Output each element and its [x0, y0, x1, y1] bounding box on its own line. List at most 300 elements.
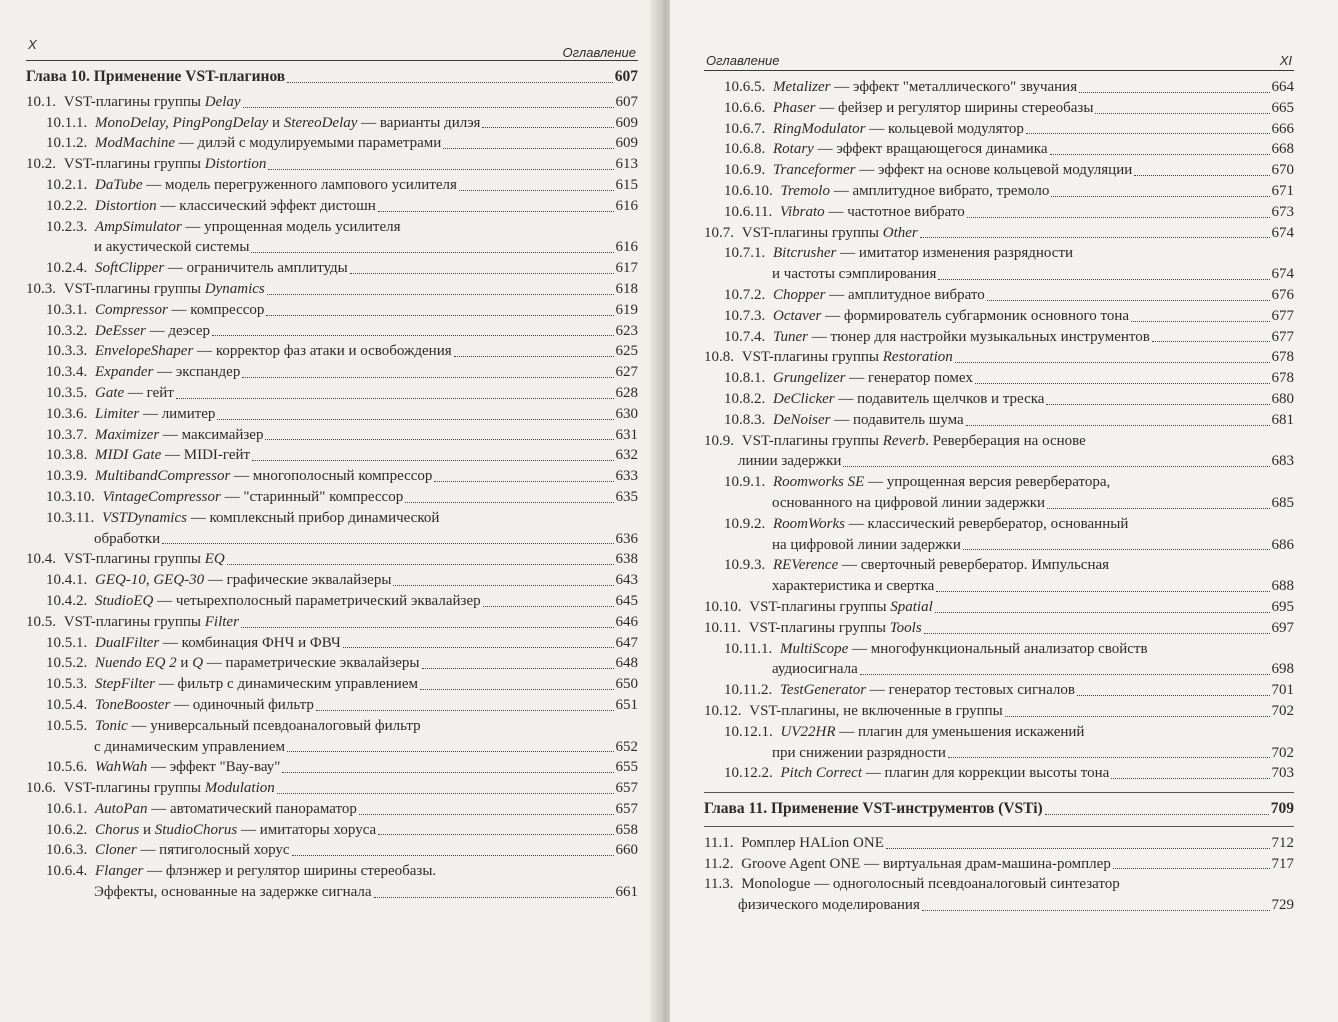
toc-entry[interactable]: [26, 778, 638, 799]
leader-dots: [935, 612, 1270, 613]
entry-number: 10.6.6.: [724, 99, 769, 116]
entry-number: 10.3.: [26, 280, 60, 297]
entry-text: — MIDI-гейт: [161, 447, 251, 464]
toc-entry[interactable]: [26, 154, 638, 175]
leader-dots: [252, 460, 613, 461]
entry-continuation-line: [724, 743, 1294, 764]
leader-dots: [1051, 196, 1269, 197]
entry-number: 10.5.5.: [46, 717, 91, 734]
entry-page: 661: [615, 884, 638, 901]
entry-plugin-name: Limiter: [95, 405, 140, 422]
entry-title: [46, 799, 357, 820]
entry-plugin-name: Chopper: [773, 286, 826, 303]
entry-continuation: основанного на цифровой линии задержки: [772, 494, 1046, 511]
entry-text: и: [139, 821, 155, 838]
entry-number: 10.3.3.: [46, 343, 91, 360]
entry-number: 10.6.5.: [724, 79, 769, 95]
entry-title: [46, 716, 421, 737]
toc-entry[interactable]: [26, 861, 638, 903]
toc-entry[interactable]: [704, 181, 1294, 202]
entry-line: [26, 279, 638, 300]
leader-dots: [955, 362, 1270, 363]
entry-plugin-name: VintageCompressor: [102, 488, 221, 505]
entry-number: 10.2.2.: [46, 197, 91, 214]
entry-line: [724, 160, 1294, 181]
entry-line: [724, 181, 1294, 202]
entry-number: 10.4.2.: [46, 592, 91, 609]
leader-dots: [938, 279, 1269, 280]
entry-line: [46, 300, 638, 321]
entry-title: [724, 410, 964, 431]
entry-text: Ромплер HALion ONE: [741, 834, 884, 851]
entry-text: — флэнжер и регулятор ширины стереобазы.: [143, 863, 437, 880]
entry-plugin-name: GEQ-10, GEQ-30: [95, 572, 205, 589]
entry-continuation-line: [704, 895, 1294, 916]
entry-text: — параметрические эквалайзеры: [203, 655, 420, 672]
entry-continuation: и акустической системы: [94, 239, 250, 256]
leader-dots: [924, 633, 1270, 634]
entry-number: 10.9.2.: [724, 515, 769, 532]
entry-title: [26, 549, 225, 570]
leader-dots: [242, 377, 613, 378]
entry-title: [704, 431, 1086, 452]
toc-entry[interactable]: [704, 285, 1294, 306]
entry-text: — ограничитель амплитуды: [164, 260, 348, 277]
chapter-separator: [704, 784, 1294, 793]
entry-page: 717: [1271, 855, 1294, 872]
toc-entry[interactable]: [704, 874, 1294, 916]
leader-dots: [422, 668, 614, 669]
entry-continuation-line: [724, 493, 1294, 514]
leader-dots: [860, 674, 1270, 675]
chapter-11-heading[interactable]: [704, 799, 1294, 820]
toc-entry[interactable]: [704, 854, 1294, 875]
entry-first-line: [704, 431, 1294, 452]
entry-first-line: [46, 217, 638, 238]
entry-text: — упрощенная версия ревербератора,: [864, 474, 1111, 491]
entry-text: VST-плагины группы: [63, 93, 205, 110]
entry-title: [46, 570, 391, 591]
entry-title: [46, 820, 376, 841]
chapter-separator: [704, 824, 1294, 827]
entry-page: 703: [1271, 765, 1294, 782]
entry-plugin-name: Bitcrusher: [773, 245, 837, 262]
entry-title: [46, 258, 348, 279]
entry-number: 10.1.1.: [46, 114, 91, 131]
entry-number: 10.3.9.: [46, 468, 91, 485]
entry-page: 607: [615, 93, 638, 110]
toc-entry[interactable]: [26, 425, 638, 446]
entry-line: [46, 196, 638, 217]
toc-entry[interactable]: [26, 362, 638, 383]
toc-entry[interactable]: [26, 404, 638, 425]
leader-dots: [176, 398, 614, 399]
leader-dots: [1050, 154, 1270, 155]
entry-plugin-name: Tremolo: [780, 182, 830, 199]
entry-plugin-name: Q: [192, 655, 204, 672]
leader-dots: [1111, 778, 1269, 779]
toc-entry[interactable]: [704, 618, 1294, 639]
right-entries-chapter-11: [704, 833, 1294, 916]
toc-entry[interactable]: [26, 92, 638, 113]
entry-plugin-name: Phaser: [773, 99, 816, 116]
entry-number: 10.3.5.: [46, 384, 91, 401]
entry-page: 650: [615, 676, 638, 693]
entry-text: — дилэй с модулируемыми параметрами: [174, 135, 442, 152]
toc-entry[interactable]: [26, 674, 638, 695]
entry-text: VST-плагины группы: [63, 613, 205, 630]
leader-dots: [378, 211, 614, 212]
toc-entry[interactable]: [26, 820, 638, 841]
entry-number: 10.6.11.: [724, 203, 776, 220]
entry-number: 10.5.3.: [46, 676, 91, 693]
entry-title: [704, 347, 953, 368]
entry-plugin-name: Compressor: [95, 301, 168, 318]
entry-title: [704, 223, 918, 244]
entry-title: [724, 77, 1077, 98]
toc-entry[interactable]: [26, 466, 638, 487]
toc-entry[interactable]: [26, 258, 638, 279]
entry-title: [46, 175, 457, 196]
entry-first-line: [724, 722, 1294, 743]
entry-line: [704, 701, 1294, 722]
entry-page: 702: [1271, 702, 1294, 719]
entry-continuation-line: [724, 576, 1294, 597]
entry-text: — многополосный компрессор: [230, 468, 433, 485]
entry-line: [46, 487, 638, 508]
leader-dots: [287, 751, 614, 752]
leader-dots: [393, 585, 613, 586]
toc-entry[interactable]: [26, 757, 638, 778]
entry-plugin-name: Other: [882, 224, 918, 241]
toc-entry[interactable]: [26, 653, 638, 674]
entry-page: 681: [1271, 411, 1294, 428]
entry-text: — подавитель щелчков и треска: [834, 390, 1045, 407]
entry-line: [724, 285, 1294, 306]
toc-entry[interactable]: [704, 139, 1294, 160]
entry-page: 729: [1271, 897, 1294, 914]
entry-number: 10.9.1.: [724, 474, 769, 491]
toc-entry[interactable]: [26, 196, 638, 217]
entry-title: [46, 404, 215, 425]
toc-entry[interactable]: [704, 306, 1294, 327]
entry-plugin-name: UV22HR: [780, 723, 836, 740]
toc-entry[interactable]: [704, 431, 1294, 473]
entry-page: 631: [615, 426, 638, 443]
entry-number: 10.2.: [26, 156, 60, 173]
entry-page: 674: [1271, 224, 1294, 241]
toc-entry[interactable]: [26, 133, 638, 154]
entry-line: [724, 680, 1294, 701]
entry-text: — фильтр с динамическим управлением: [155, 676, 418, 693]
entry-number: 10.6.8.: [724, 141, 769, 158]
entry-line: [724, 368, 1294, 389]
entry-page: 645: [615, 592, 638, 609]
entry-title: [704, 874, 1120, 895]
entry-text: VST-плагины группы: [741, 432, 883, 449]
toc-entry[interactable]: [704, 833, 1294, 854]
entry-plugin-name: Grungelizer: [773, 370, 846, 387]
entry-plugin-name: Tuner: [773, 328, 809, 345]
entry-text: — компрессор: [167, 301, 265, 318]
entry-continuation: и частоты сэмплирования: [772, 266, 937, 283]
entry-plugin-name: REVerence: [773, 557, 839, 574]
leader-dots: [454, 356, 614, 357]
toc-entry[interactable]: [26, 217, 638, 259]
entry-first-line: [724, 639, 1294, 660]
entry-text: — тюнер для настройки музыкальных инструментов: [808, 328, 1150, 345]
toc-entry[interactable]: [704, 763, 1294, 784]
entry-plugin-name: Delay: [204, 93, 241, 110]
entry-page: 671: [1271, 182, 1294, 199]
entry-number: 10.5.4.: [46, 696, 91, 713]
entry-plugin-name: Spatial: [890, 598, 933, 615]
entry-text: VST-плагины группы: [748, 619, 890, 636]
toc-entry[interactable]: [704, 202, 1294, 223]
toc-entry[interactable]: [704, 327, 1294, 348]
leader-dots: [886, 848, 1270, 849]
toc-entry[interactable]: [26, 633, 638, 654]
entry-number: 10.5.1.: [46, 634, 91, 651]
toc-entry[interactable]: [704, 597, 1294, 618]
entry-page: 678: [1271, 370, 1294, 387]
entry-number: 10.6.9.: [724, 162, 769, 179]
leader-dots: [1095, 113, 1269, 114]
entry-line: [46, 674, 638, 695]
leader-dots: [420, 689, 614, 690]
entry-continuation: аудиосигнала: [772, 661, 858, 678]
toc-entry[interactable]: [704, 389, 1294, 410]
toc-entry[interactable]: [704, 410, 1294, 431]
toc-entry[interactable]: [704, 119, 1294, 140]
right-running-title: Оглавление: [706, 53, 780, 68]
leader-dots: [359, 814, 614, 815]
toc-entry[interactable]: [704, 77, 1294, 98]
left-page-header: [26, 14, 638, 61]
toc-entry[interactable]: [26, 612, 638, 633]
entry-line: [46, 258, 638, 279]
entry-text: — сверточный ревербератор. Импульсная: [838, 557, 1110, 574]
left-running-title: Оглавление: [562, 45, 636, 60]
entry-text: VST-плагины группы: [741, 349, 883, 366]
toc-entry[interactable]: [26, 445, 638, 466]
leader-dots: [378, 834, 613, 835]
toc-entry[interactable]: [26, 383, 638, 404]
entry-text: — многофункциональный анализатор свойств: [848, 640, 1148, 657]
entry-page: 666: [1271, 120, 1294, 137]
right-toc: [704, 77, 1294, 916]
toc-entry[interactable]: [704, 243, 1294, 285]
entry-text: VST-плагины группы: [741, 224, 883, 241]
leader-dots: [162, 543, 613, 544]
entry-title: [46, 341, 452, 362]
toc-entry[interactable]: [704, 160, 1294, 181]
toc-entry[interactable]: [26, 487, 638, 508]
entry-plugin-name: Restoration: [882, 349, 953, 366]
entry-text: VST-плагины группы: [749, 598, 891, 615]
chapter-page: 607: [614, 68, 638, 85]
entry-plugin-name: Rotary: [773, 141, 814, 158]
leader-dots: [459, 190, 614, 191]
entry-line: [724, 410, 1294, 431]
toc-entry[interactable]: [26, 695, 638, 716]
toc-entry[interactable]: [26, 175, 638, 196]
entry-continuation: при снижении разрядности: [772, 744, 946, 761]
entry-text: — имитатор изменения разрядности: [836, 245, 1074, 262]
entry-line: [46, 113, 638, 134]
leader-dots: [251, 252, 613, 253]
toc-entry[interactable]: [704, 680, 1294, 701]
entry-title: [724, 763, 1109, 784]
entry-text: — эффект "металлического" звучания: [830, 79, 1078, 95]
toc-entry[interactable]: [26, 799, 638, 820]
chapter-10-heading[interactable]: [26, 67, 638, 88]
entry-continuation: на цифровой линии задержки: [772, 536, 961, 553]
entry-text: Groove Agent ONE — виртуальная драм-машина-ромплер: [741, 855, 1111, 872]
entry-number: 10.2.4.: [46, 260, 91, 277]
entry-line: [46, 341, 638, 362]
entry-title: [26, 154, 266, 175]
entry-page: 686: [1271, 536, 1294, 553]
entry-text: — подавитель шума: [830, 411, 964, 428]
entry-number: 10.6.4.: [46, 863, 91, 880]
entry-page: 658: [615, 821, 638, 838]
leader-dots: [343, 647, 614, 648]
entry-page: 616: [615, 197, 638, 214]
entry-continuation-line: [46, 529, 638, 550]
entry-plugin-name: DeEsser: [95, 322, 146, 339]
right-page-header: [704, 46, 1294, 71]
toc-entry[interactable]: [704, 347, 1294, 368]
entry-page: 712: [1271, 834, 1294, 851]
entry-number: 10.3.4.: [46, 364, 91, 381]
entry-first-line: [46, 508, 638, 529]
entry-text: — амплитудное вибрато, тремоло: [829, 182, 1050, 199]
entry-text: Monologue — одноголосный псевдоаналоговый синтезатор: [741, 876, 1120, 893]
leader-dots: [212, 335, 613, 336]
entry-plugin-name: StepFilter: [95, 676, 155, 693]
toc-entry[interactable]: [26, 113, 638, 134]
entry-number: 10.12.1.: [724, 723, 777, 740]
entry-title: [724, 119, 1024, 140]
entry-page: 660: [615, 842, 638, 859]
entry-page: 651: [615, 696, 638, 713]
entry-page: 643: [615, 572, 638, 589]
toc-entry[interactable]: [704, 639, 1294, 681]
entry-page: 698: [1271, 661, 1294, 678]
entry-line: [46, 840, 638, 861]
entry-plugin-name: DualFilter: [95, 634, 160, 651]
entry-continuation: линии задержки: [738, 453, 842, 470]
entry-text: — гейт: [124, 384, 174, 401]
entry-number: 10.6.2.: [46, 821, 91, 838]
entry-number: 10.11.2.: [724, 682, 776, 699]
entry-continuation-line: [46, 237, 638, 258]
entry-line: [724, 327, 1294, 348]
entry-title: [724, 327, 1150, 348]
entry-page: 677: [1271, 307, 1294, 324]
entry-first-line: [724, 555, 1294, 576]
entry-plugin-name: Reverb: [882, 432, 926, 449]
toc-entry[interactable]: [26, 279, 638, 300]
toc-entry[interactable]: [26, 321, 638, 342]
right-entries: [704, 77, 1294, 784]
leader-dots: [966, 425, 1270, 426]
entry-number: 10.9.: [704, 432, 738, 449]
entry-text: и: [268, 114, 284, 131]
toc-entry[interactable]: [26, 716, 638, 758]
toc-entry[interactable]: [26, 300, 638, 321]
entry-page: 617: [615, 260, 638, 277]
toc-entry[interactable]: [26, 508, 638, 550]
entry-title: [46, 508, 439, 529]
entry-title: [724, 98, 1093, 119]
entry-number: 11.2.: [704, 855, 738, 872]
entry-number: 10.8.3.: [724, 411, 769, 428]
toc-entry[interactable]: [26, 341, 638, 362]
entry-plugin-name: MonoDelay, PingPongDelay: [95, 114, 269, 131]
entry-number: 10.3.11.: [46, 509, 98, 526]
entry-page: 647: [615, 634, 638, 651]
toc-entry[interactable]: [704, 368, 1294, 389]
entry-text: — эффект "Вау-вау": [147, 759, 281, 776]
entry-text: — деэсер: [145, 322, 211, 339]
entry-number: 10.1.2.: [46, 135, 91, 152]
leader-dots: [267, 294, 614, 295]
entry-plugin-name: TestGenerator: [779, 682, 867, 699]
leader-dots: [374, 897, 614, 898]
leader-dots: [987, 300, 1270, 301]
toc-entry[interactable]: [704, 472, 1294, 514]
toc-entry[interactable]: [704, 701, 1294, 722]
toc-entry[interactable]: [704, 722, 1294, 764]
leader-dots: [443, 148, 613, 149]
entry-plugin-name: Vibrato: [779, 203, 825, 220]
entry-title: [46, 133, 441, 154]
entry-text: — четырехполосный параметрический эквалайзер: [153, 592, 481, 609]
entry-text: — максимайзер: [159, 426, 264, 443]
entry-page: 697: [1271, 619, 1294, 636]
toc-entry[interactable]: [26, 549, 638, 570]
entry-text: — эффект на основе кольцевой модуляции: [855, 162, 1133, 179]
toc-entry[interactable]: [26, 591, 638, 612]
leader-dots: [241, 627, 614, 628]
entry-line: [46, 820, 638, 841]
leader-dots: [1046, 404, 1269, 405]
entry-title: [46, 674, 418, 695]
toc-entry[interactable]: [26, 840, 638, 861]
leader-dots: [405, 502, 613, 503]
entry-plugin-name: Metalizer: [773, 79, 831, 95]
leader-dots: [266, 315, 613, 316]
toc-entry[interactable]: [704, 555, 1294, 597]
toc-entry[interactable]: [704, 98, 1294, 119]
entry-page: 676: [1271, 286, 1294, 303]
entry-title: [26, 778, 275, 799]
entry-text: — имитаторы хоруса: [237, 821, 377, 838]
entry-continuation-line: [724, 264, 1294, 285]
toc-entry[interactable]: [704, 514, 1294, 556]
toc-entry[interactable]: [704, 223, 1294, 244]
entry-line: [26, 549, 638, 570]
entry-number: 10.5.6.: [46, 759, 91, 776]
entry-text: — модель перегруженного лампового усилителя: [142, 176, 457, 193]
entry-number: 10.5.2.: [46, 655, 91, 672]
toc-entry[interactable]: [26, 570, 638, 591]
entry-page: 646: [615, 613, 638, 630]
entry-plugin-name: SoftClipper: [95, 260, 165, 277]
entry-continuation: обработки: [94, 530, 161, 547]
